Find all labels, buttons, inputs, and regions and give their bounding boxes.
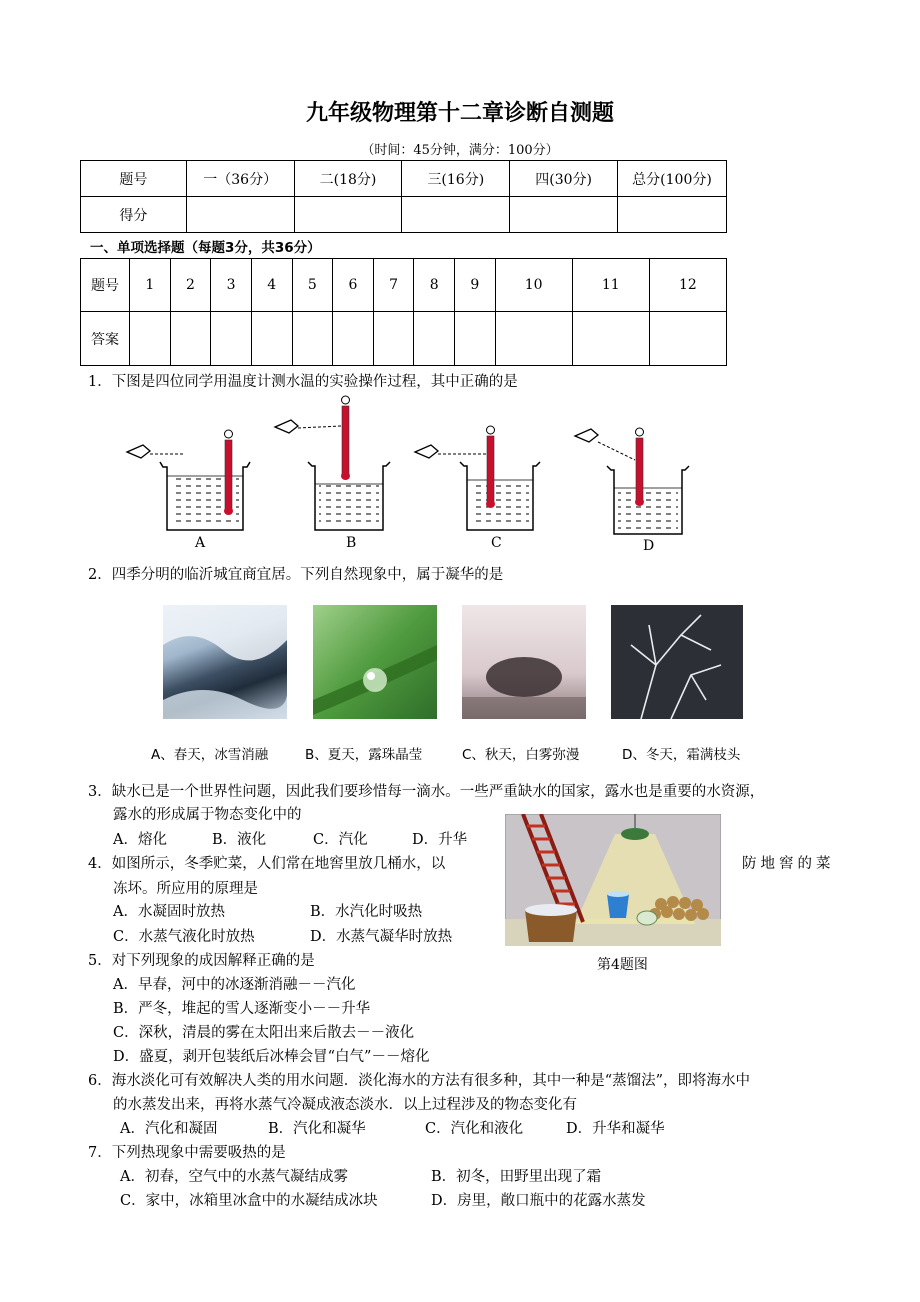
- score-cell[interactable]: [618, 197, 727, 233]
- answer-cell[interactable]: [292, 312, 333, 366]
- q7-option-a[interactable]: A．初春，空气中的水蒸气凝结成雾: [120, 1169, 348, 1185]
- question-2: 2．四季分明的临沂城宜商宜居。下列自然现象中，属于凝华的是: [88, 567, 504, 583]
- question-number: 12: [649, 259, 726, 312]
- answer-row-label: 题号: [81, 259, 130, 312]
- q4-option-a[interactable]: A．水凝固时放热: [113, 904, 225, 920]
- score-header: 二(18分): [294, 161, 402, 197]
- eye-icon: [275, 420, 298, 433]
- q5-option-c[interactable]: C．深秋，清晨的雾在太阳出来后散去－－液化: [113, 1025, 415, 1041]
- score-header: 三(16分): [402, 161, 510, 197]
- photo-dewdrop: [313, 605, 437, 719]
- question-3: 3．缺水已是一个世界性问题，因此我们要珍惜每一滴水。一些严重缺水的国家，露水也是重要的水资源，: [88, 784, 765, 800]
- answer-cell[interactable]: [130, 312, 171, 366]
- eye-icon: [575, 429, 598, 442]
- q3-option-b[interactable]: B．液化: [212, 832, 267, 848]
- answer-cell[interactable]: [495, 312, 572, 366]
- answer-cell[interactable]: [170, 312, 211, 366]
- answer-cell[interactable]: [572, 312, 649, 366]
- question-number: 9: [455, 259, 496, 312]
- score-header: 一（36分）: [186, 161, 294, 197]
- q6-option-b[interactable]: B．汽化和凝华: [268, 1121, 366, 1137]
- photo-caption-d: D、冬天，霜满枝头: [622, 747, 741, 763]
- question-number: 2: [170, 259, 211, 312]
- answer-cell[interactable]: [455, 312, 496, 366]
- q6-option-a[interactable]: A．汽化和凝固: [120, 1121, 218, 1137]
- q5-option-a[interactable]: A．早春，河中的冰逐渐消融－－汽化: [113, 977, 356, 993]
- question-number: 1: [130, 259, 171, 312]
- q7-option-c[interactable]: C．家中，冰箱里冰盒中的水凝结成冰块: [120, 1193, 378, 1209]
- q7-option-d[interactable]: D．房里，敞口瓶中的花露水蒸发: [431, 1193, 646, 1209]
- question-number: 5: [292, 259, 333, 312]
- question-4-end: 防地窖的菜: [742, 856, 835, 872]
- question-number: 11: [572, 259, 649, 312]
- figure-label-b: B: [346, 535, 357, 551]
- photo-frost: [611, 605, 743, 719]
- eye-icon: [127, 445, 150, 458]
- beaker-d: [575, 428, 689, 534]
- question-number: 4: [251, 259, 292, 312]
- photo-caption-a: A、春天，冰雪消融: [151, 747, 269, 763]
- q5-option-b[interactable]: B．严冬，堆起的雪人逐渐变小－－升华: [113, 1001, 371, 1017]
- subtitle: （时间：45分钟，满分：100分）: [361, 143, 559, 158]
- question-number: 8: [414, 259, 455, 312]
- q3-option-c[interactable]: C．汽化: [313, 832, 368, 848]
- section-heading: 一、单项选择题（每题3分，共36分）: [90, 240, 321, 256]
- score-cell[interactable]: [294, 197, 402, 233]
- figure-label-c: C: [491, 535, 502, 551]
- score-header: 四(30分): [510, 161, 618, 197]
- photo-caption-b: B、夏天，露珠晶莹: [305, 747, 423, 763]
- answer-cell[interactable]: [251, 312, 292, 366]
- thermometer-figure: [115, 392, 715, 557]
- q3-option-a[interactable]: A．熔化: [113, 832, 167, 848]
- question-1: 1．下图是四位同学用温度计测水温的实验操作过程，其中正确的是: [88, 374, 518, 390]
- question-number: 6: [333, 259, 374, 312]
- q4-option-c[interactable]: C．水蒸气液化时放热: [113, 929, 255, 945]
- beaker-b: [275, 396, 390, 530]
- figure-label-d: D: [643, 538, 655, 554]
- answer-cell[interactable]: [373, 312, 414, 366]
- photo-melting-snow: [163, 605, 287, 719]
- q4-option-b[interactable]: B．水汽化时吸热: [310, 904, 423, 920]
- question-number: 10: [495, 259, 572, 312]
- beaker-c: [415, 426, 540, 530]
- q5-option-d[interactable]: D．盛夏，剥开包装纸后冰棒会冒“白气”－－熔化: [113, 1049, 430, 1065]
- answer-cell[interactable]: [211, 312, 252, 366]
- score-cell[interactable]: [402, 197, 510, 233]
- q7-option-b[interactable]: B．初冬，田野里出现了霜: [431, 1169, 602, 1185]
- answer-cell[interactable]: [649, 312, 726, 366]
- question-6: 6．海水淡化可有效解决人类的用水问题．淡化海水的方法有很多种，其中一种是“蒸馏法”，即将海水中: [88, 1073, 751, 1089]
- page-title: 九年级物理第十二章诊断自测题: [305, 101, 614, 126]
- cellar-figure: [505, 814, 721, 946]
- score-table: [80, 160, 727, 233]
- photo-caption-c: C、秋天，白雾弥漫: [462, 747, 580, 763]
- answer-label: 答案: [81, 312, 130, 366]
- score-row-label: 得分: [81, 197, 187, 233]
- q6-option-d[interactable]: D．升华和凝华: [566, 1121, 665, 1137]
- question-4-cont: 冻坏。所应用的原理是: [113, 881, 258, 897]
- answer-cell[interactable]: [333, 312, 374, 366]
- q6-option-c[interactable]: C．汽化和液化: [425, 1121, 524, 1137]
- score-header: 题号: [81, 161, 187, 197]
- eye-icon: [415, 445, 438, 458]
- question-7: 7．下列热现象中需要吸热的是: [88, 1145, 286, 1161]
- figure-caption: 第4题图: [597, 957, 648, 973]
- question-3-cont: 露水的形成属于物态变化中的: [113, 807, 302, 823]
- photo-fog: [462, 605, 586, 719]
- answer-table: [80, 258, 727, 366]
- answer-cell[interactable]: [414, 312, 455, 366]
- question-5: 5．对下列现象的成因解释正确的是: [88, 953, 315, 969]
- score-cell[interactable]: [186, 197, 294, 233]
- figure-label-a: A: [195, 535, 206, 551]
- q4-option-d[interactable]: D．水蒸气凝华时放热: [310, 929, 453, 945]
- score-cell[interactable]: [510, 197, 618, 233]
- question-number: 3: [211, 259, 252, 312]
- q3-option-d[interactable]: D．升华: [412, 832, 468, 848]
- beaker-a: [127, 430, 250, 530]
- question-4: 4．如图所示，冬季贮菜，人们常在地窖里放几桶水，以: [88, 856, 446, 872]
- score-header: 总分(100分): [618, 161, 727, 197]
- question-number: 7: [373, 259, 414, 312]
- question-6-cont: 的水蒸发出来，再将水蒸气冷凝成液态淡水．以上过程涉及的物态变化有: [113, 1097, 577, 1113]
